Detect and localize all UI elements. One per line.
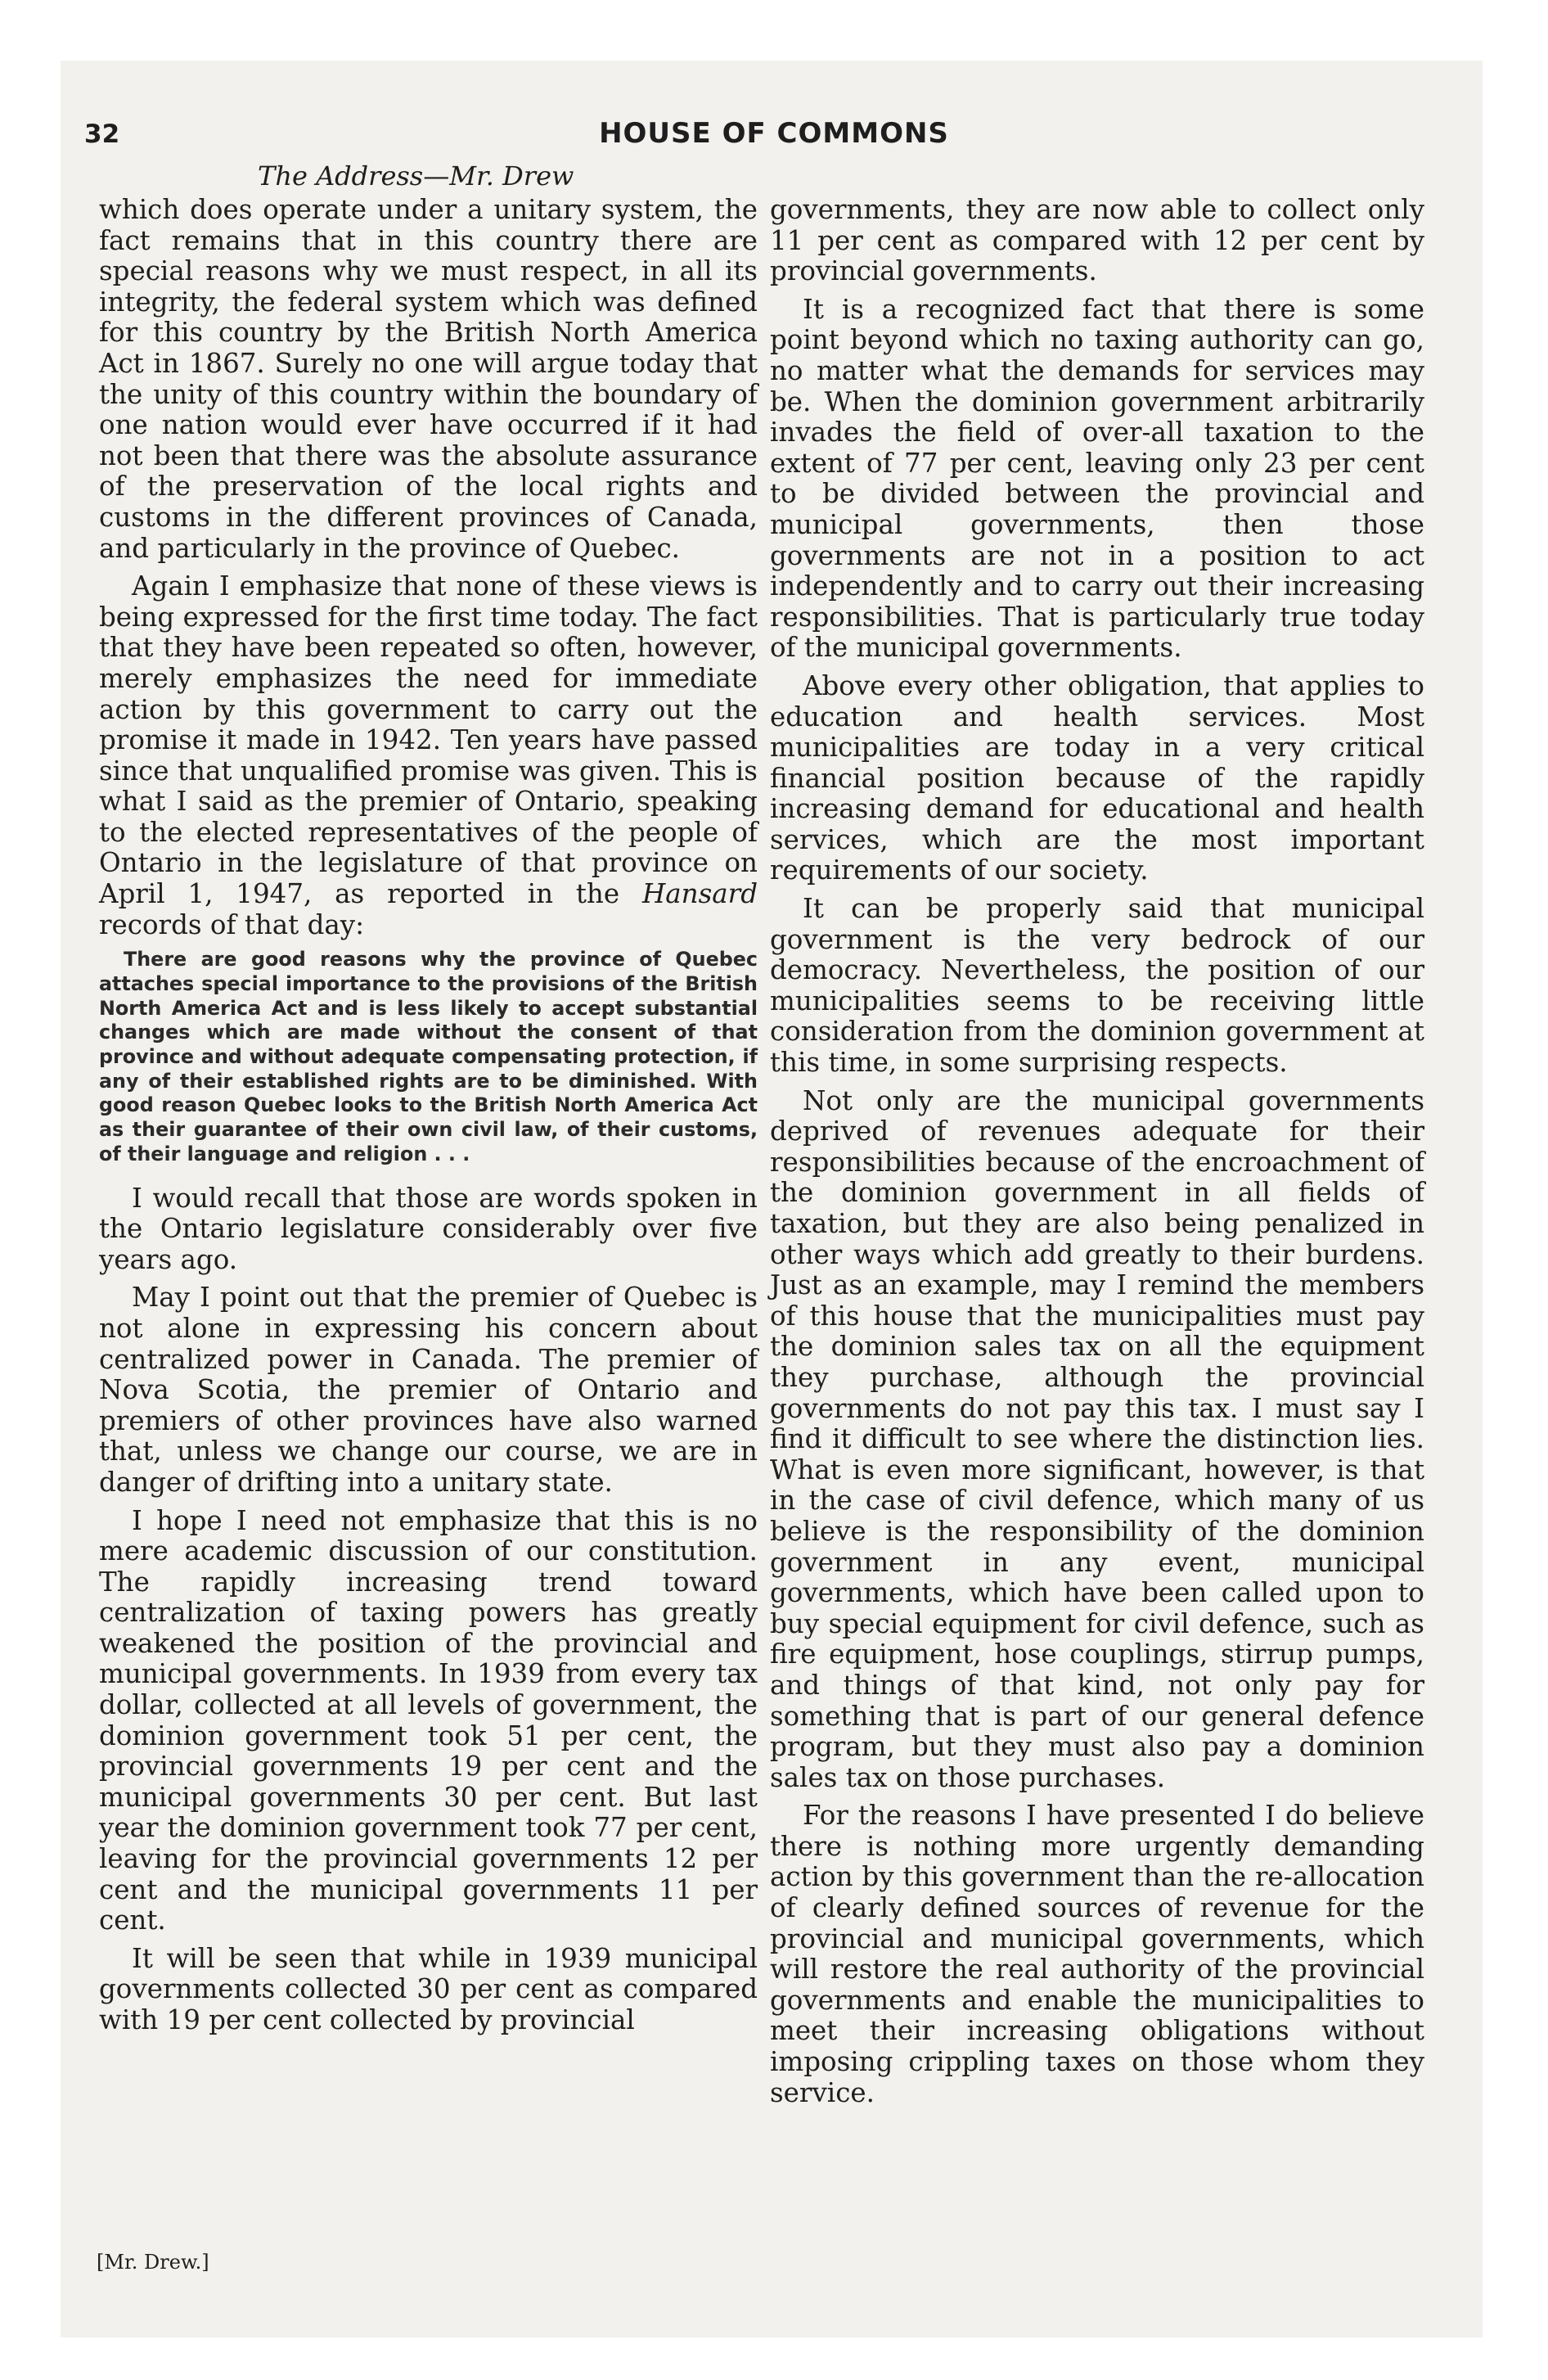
paragraph (99, 571, 758, 940)
sub-head: The Address—Mr. Drew (258, 160, 574, 192)
left-column (99, 195, 758, 2044)
page-number: 32 (84, 119, 120, 149)
running-head: HOUSE OF COMMONS (599, 117, 949, 150)
paragraph: I would recall that those are words spoken in the Ontario legislature considerably over five years ago. (99, 1182, 758, 1275)
paragraph: It is a recognized fact that there is some point beyond which no taxing authority can go, no matter what the demands for services may be. When the dominion government arbitrarily invades the field of over-all taxation to the extent of 77 per cent, leaving only 23 per cent to be divided between the provincial and municipal governments, then those governments are not in a position to act independently and to carry out their increasing responsibilities. That is particularly true today of the municipal governments. (770, 293, 1424, 664)
paragraph: May I point out that the premier of Quebec is not alone in expressing his concern about centralized power in Canada. The premier of Nova Scotia, the premier of Ontario and premiers of other provinces have also warned that, unless we change our course, we are in danger of drifting into a unitary state. (99, 1282, 758, 1498)
speaker-mark: [Mr. Drew.] (97, 2251, 209, 2274)
block-quote: There are good reasons why the province of Quebec attaches special importance to the provisions of the British North America Act and is less likely to accept substantial changes which are made without the consent of that province and without adequate compensating protection, if any of their established rights are to be diminished. With good reason Quebec looks to the British North America Act as their guarantee of their own civil law, of their customs, of their language and religion . . . (99, 948, 758, 1165)
paragraph: governments, they are now able to collect only 11 per cent as compared with 12 per cent by provincial governments. (770, 194, 1424, 287)
paragraph: It will be seen that while in 1939 municipal governments collected 30 per cent as compared with 19 per cent collected by provincial (99, 1942, 758, 2036)
paragraph: Not only are the municipal governments deprived of revenues adequate for their responsibilities because of the encroachment of the dominion government in all fields of taxation, but they are also being penalized in other ways which add greatly to their burdens. Just as an example, may I remind the members of this house that the municipalities must pay the dominion sales tax on all the equipment they purchase, although the provincial governments do not pay this tax. I must say I find it difficult to see where the distinction lies. What is even more significant, however, is that in the case of civil defence, which many of us believe is the responsibility of the dominion government in any event, municipal governments, which have been called upon to buy special equipment for civil defence, such as fire equipment, hose couplings, stirrup pumps, and things of that kind, not only pay for something that is part of our general defence program, but they must also pay a dominion sales tax on those purchases. (770, 1084, 1424, 1793)
paragraph: It can be properly said that municipal government is the very bedrock of our democracy. Nevertheless, the position of our municipalities seems to be receiving little consideration from the dominion government at this time, in some surprising respects. (770, 893, 1424, 1079)
paragraph: For the reasons I have presented I do believe there is nothing more urgently demanding action by this government than the re-allocation of clearly defined sources of revenue for the provincial and municipal governments, which will restore the real authority of the provincial governments and enable the municipalities to meet their increasing obligations without imposing crippling taxes on those whom they service. (770, 1800, 1424, 2108)
paragraph: Above every other obligation, that applies to education and health services. Most municipalities are today in a very critical financial position because of the rapidly increasing demand for educational and health services, which are the most important requirements of our society. (770, 669, 1424, 886)
paragraph: I hope I need not emphasize that this is no mere academic discussion of our constitution. The rapidly increasing trend toward centralization of taxing powers has greatly weakened the position of the provincial and municipal governments. In 1939 from every tax dollar, collected at all levels of government, the dominion government took 51 per cent, the provincial governments 19 per cent and the municipal governments 30 per cent. But last year the dominion government took 77 per cent, leaving for the provincial governments 12 per cent and the municipal governments 11 per cent. (99, 1504, 758, 1936)
paragraph: which does operate under a unitary system, the fact remains that in this country there are special reasons why we must respect, in all its integrity, the federal system which was defined for this country by the British North America Act in 1867. Surely no one will argue today that the unity of this country within the boundary of one nation would ever have occurred if it had not been that there was the absolute assurance of the preservation of the local rights and customs in the different provinces of Canada, and particularly in the province of Quebec. (99, 194, 758, 564)
hansard-title: Hansard (641, 878, 758, 910)
paragraph-text: Again I emphasize that none of these views is being expressed for the first time today. The fact that they have been repeated so often, however, merely emphasizes the need for immediate action by this government to carry out the promise it made in 1942. Ten years have passed since that unqualified promise was given. This is what I said as the premier of Ontario, speaking to the elected representatives of the people of Ontario in the legislature of that province on April 1, 1947, as reported in the (99, 570, 758, 910)
paragraph-text: records of that day: (99, 908, 365, 940)
right-column (770, 195, 1424, 2116)
